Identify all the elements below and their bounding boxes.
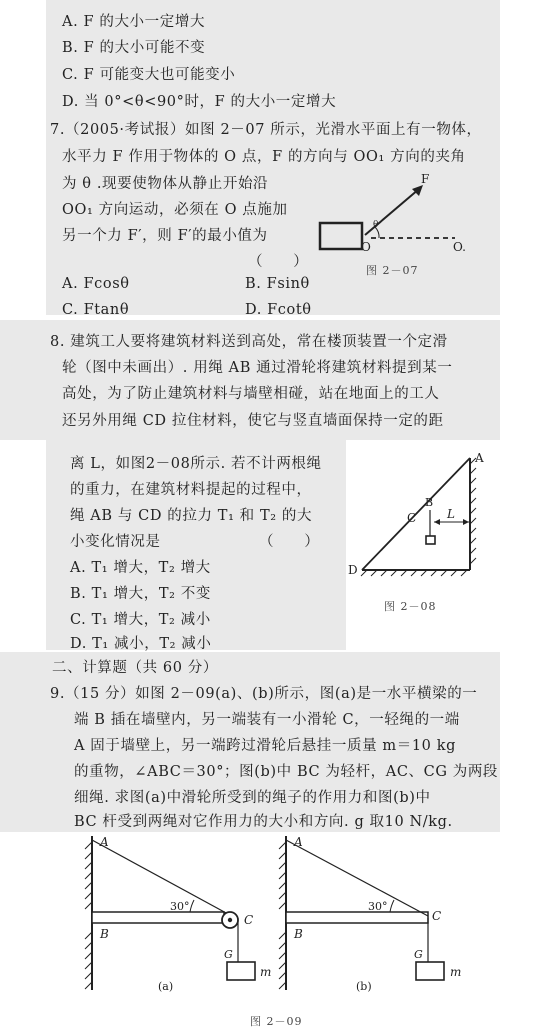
q9-stem-line-2: 端 B 插在墙壁内，另一端装有一小滑轮 C，一轻绳的一端 — [74, 712, 460, 728]
section-heading: 二、计算题（共 60 分） — [52, 660, 218, 676]
figure-2-09a — [78, 832, 272, 1002]
q8-stem-line-3: 高处，为了防止建筑材料与墙壁相碰，站在地面上的工人 — [62, 386, 440, 402]
label-D: D — [348, 563, 358, 577]
block — [320, 223, 362, 249]
q8-stem-line-7: 绳 AB 与 CD 的拉力 T₁ 和 T₂ 的大 — [70, 508, 313, 524]
label-A: A — [294, 835, 303, 849]
q6-option-d: D. 当 0°<θ<90°时，F 的大小一定增大 — [62, 94, 337, 110]
label-A: A — [475, 451, 484, 465]
label-L: L — [447, 507, 455, 521]
label-G: G — [224, 948, 233, 961]
label-C: C — [432, 909, 442, 923]
figure-2-08-caption: 图 2－08 — [384, 600, 437, 613]
angle-arc — [190, 900, 194, 912]
material-block — [426, 536, 435, 544]
q7-stem-line-2: 水平力 F 作用于物体的 O 点，F 的方向与 OO₁ 方向的夹角 — [62, 149, 466, 165]
q7-stem-line-3: 为 θ .现要使物体从静止开始沿 — [62, 176, 269, 192]
angle-arc — [390, 900, 394, 912]
sub-label: (a) — [158, 980, 174, 993]
q7-stem-line-4: OO₁ 方向运动，必须在 O 点施加 — [62, 202, 288, 218]
label-B: B — [100, 927, 109, 941]
label-C: C — [244, 913, 254, 927]
q9-stem-line-6: BC 杆受到两绳对它作用力的大小和方向. g 取10 N/kg. — [74, 814, 453, 830]
q7-stem-line-1: 7.（2005·考试报）如图 2－07 所示，光滑水平面上有一物体， — [50, 122, 482, 138]
weight — [227, 962, 255, 980]
figure-2-07 — [315, 165, 495, 275]
q8-stem-line-1: 8. 建筑工人要将建筑材料送到高处，常在楼顶装置一个定滑 — [50, 334, 448, 350]
label-O: O — [361, 240, 371, 254]
q7-stem-line-5: 另一个力 F′，则 F′的最小值为 — [62, 228, 268, 244]
rope-ac — [92, 840, 228, 914]
label-B: B — [425, 496, 434, 509]
figure-2-09-caption: 图 2－09 — [250, 1015, 303, 1028]
wall-hatch — [85, 842, 92, 989]
figure-2-09b — [272, 832, 462, 1002]
q8-stem-line-6: 的重力，在建筑材料提起的过程中， — [70, 482, 312, 498]
label-m: m — [450, 965, 462, 979]
q7-option-b: B. Fsinθ — [245, 276, 310, 292]
rod-bc — [286, 912, 428, 923]
label-C: C — [407, 511, 417, 525]
beam — [92, 912, 224, 923]
q8-stem-line-5: 离 L，如图2－08所示. 若不计两根绳 — [70, 456, 322, 472]
q9-stem-line-5: 细绳. 求图(a)中滑轮所受到的绳子的作用力和图(b)中 — [74, 790, 431, 806]
label-theta: θ — [373, 220, 379, 230]
q8-stem-line-2: 轮（图中未画出）. 用绳 AB 通过滑轮将建筑材料提到某一 — [62, 360, 453, 376]
label-m: m — [260, 965, 272, 979]
q8-option-b: B. T₁ 增大，T₂ 不变 — [70, 586, 211, 602]
q8-option-d: D. T₁ 减小，T₂ 减小 — [70, 636, 212, 652]
q6-option-c: C. F 可能变大也可能变小 — [62, 67, 236, 83]
figure-2-07-caption: 图 2－07 — [366, 264, 419, 277]
rope-ac — [286, 840, 428, 916]
q7-option-d: D. Fcotθ — [245, 302, 312, 318]
q6-option-a: A. F 的大小一定增大 — [62, 14, 206, 30]
angle-label: 30° — [368, 900, 388, 913]
q8-stem-line-4: 还另外用绳 CD 拉住材料，使它与竖直墙面保持一定的距 — [62, 413, 444, 429]
label-G: G — [414, 948, 423, 961]
q9-stem-line-4: 的重物，∠ABC＝30°；图(b)中 BC 为轻杆，AC、CG 为两段 — [74, 764, 499, 780]
q7-option-a: A. Fcosθ — [62, 276, 130, 292]
figure-2-08 — [345, 448, 505, 578]
weight — [416, 962, 444, 980]
sub-label: (b) — [356, 980, 372, 993]
q7-answer-bracket: （ ） — [248, 254, 309, 270]
angle-label: 30° — [170, 900, 190, 913]
label-A: A — [100, 835, 109, 849]
label-O1: O. — [453, 240, 466, 254]
q9-stem-line-1: 9.（15 分）如图 2－09(a)、(b)所示，图(a)是一水平横梁的一 — [50, 686, 478, 702]
label-B: B — [294, 927, 303, 941]
label-F: F — [421, 172, 430, 186]
q8-stem-line-8: 小变化情况是 （ ） — [70, 534, 320, 550]
q8-option-c: C. T₁ 增大，T₂ 减小 — [70, 612, 211, 628]
q9-stem-line-3: A 固于墙壁上，另一端跨过滑轮后悬挂一质量 m＝10 kg — [74, 738, 456, 754]
q6-option-b: B. F 的大小可能不变 — [62, 40, 206, 56]
q7-option-c: C. Ftanθ — [62, 302, 130, 318]
wall-hatch — [279, 842, 286, 989]
q8-option-a: A. T₁ 增大，T₂ 增大 — [70, 560, 211, 576]
